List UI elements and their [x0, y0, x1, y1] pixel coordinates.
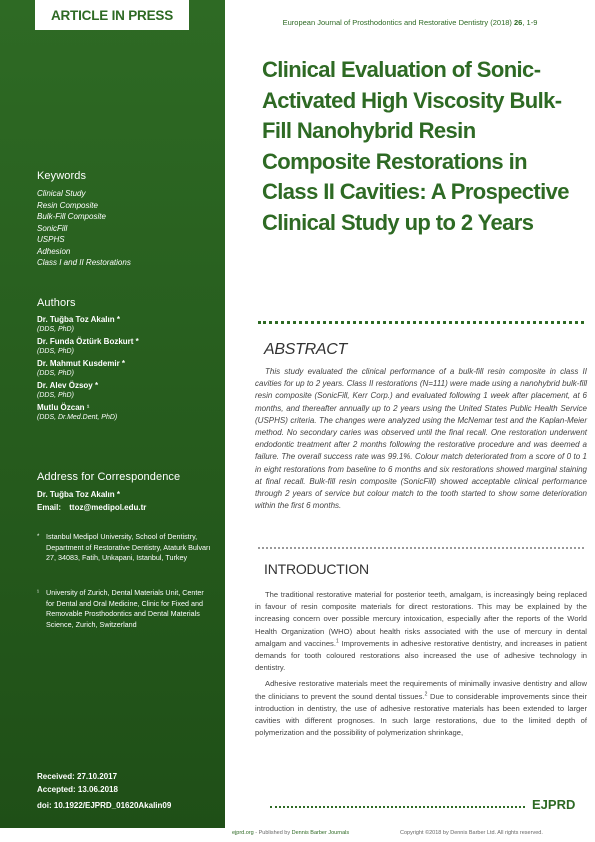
- keyword: Class I and II Restorations: [37, 258, 131, 267]
- introduction-body: [255, 589, 587, 743]
- keyword: USPHS: [37, 235, 65, 244]
- affiliation-text: University of Zurich, Dental Materials Unit, Center for Dental and Oral Medicine, Clinic for Fixed and Removable Prosthodontics and Dental Materials Science, Zurich, Switzerland: [46, 588, 204, 629]
- footer-copyright: Copyright ©2018 by Dennis Barber Ltd. All rights reserved.: [400, 830, 543, 836]
- abstract-heading: ABSTRACT: [264, 341, 347, 358]
- author-name: Dr. Tuğba Toz Akalın *: [37, 315, 120, 324]
- introduction-heading: INTRODUCTION: [264, 561, 369, 577]
- keywords-section: [37, 170, 217, 269]
- article-title: Clinical Evaluation of Sonic-Activated High Viscosity Bulk-Fill Nanohybrid Resin Composite Restorations in Class II Cavities: A Prospective Clinical Study up to 2 Years: [262, 57, 569, 235]
- sidebar: [0, 0, 225, 828]
- received-date: Received: 27.10.2017: [37, 772, 118, 781]
- email-label: Email:: [37, 503, 62, 512]
- author-degree: (DDS, PhD): [37, 326, 74, 333]
- ejprd-logo: EJPRD: [532, 797, 576, 812]
- author-name: Mutlu Özcan ¹: [37, 403, 90, 412]
- author-degree: (DDS, PhD): [37, 370, 74, 377]
- correspondence-name: Dr. Tuğba Toz Akalın *: [37, 490, 120, 499]
- publisher-link[interactable]: Dennis Barber Journals: [291, 830, 350, 836]
- article-in-press-badge: ARTICLE IN PRESS: [35, 0, 189, 30]
- affiliation-mark: ¹: [37, 590, 39, 596]
- affiliation: [37, 532, 212, 564]
- author-degree: (DDS, PhD): [37, 348, 74, 355]
- reference-mark[interactable]: 1: [335, 638, 339, 645]
- correspondence-section: [37, 471, 217, 515]
- correspondence-email-line: [37, 501, 217, 515]
- footer-divider: [270, 806, 525, 808]
- journal-volume: 26: [514, 18, 523, 27]
- journal-pages: , 1-9: [522, 18, 538, 27]
- author-degree: (DDS, PhD): [37, 392, 74, 399]
- correspondence-heading: Address for Correspondence: [37, 471, 181, 483]
- keyword: Adhesion: [37, 246, 71, 256]
- journal-citation: [235, 18, 585, 27]
- author-name: Dr. Funda Öztürk Bozkurt *: [37, 337, 139, 346]
- abstract-text: This study evaluated the clinical performance of a bulk-fill resin composite in class II cavities for up to 2 years. Class II restorations (N=111) were made using a nanohybrid bulk-fill resin composite (SonicFill, Kerr Corp.) and evaluated following 1 week after placement, at 6 months, and thereafter annually up to 2 years using the United States Public Health Service (USPHS) criteria. The changes were analyzed using the McNemar test and the Kaplan-Meier method. No secondary caries was observed until the final recall. One restoration underwent endodontic treatment after 2 months following the restorative procedure and was deemed a failure. The overall success rate was 99.1%. Colour match deteriorated from a score of 0 to 1 in eight restorations from baseline to 6 months and six restorations showed marginal staining at final recall. Bulk-fill resin composite (SonicFill) showed acceptable clinical performance through 2 years of service but colour match to the tooth started to show some deterioration within the first 6 months.: [255, 367, 587, 511]
- abstract-divider: [258, 547, 584, 549]
- author-name: Dr. Alev Özsoy *: [37, 381, 99, 390]
- site-link[interactable]: ejprd.org: [232, 830, 254, 836]
- author-degree: (DDS, Dr.Med.Dent, PhD): [37, 414, 118, 421]
- paragraph: Adhesive restorative materials meet the requirements of minimally invasive dentistry and allow the clinicians to prevent the sound dental tissues.$^2$ Due to considerable improvements since their introduction in dentistry, the use of adhesive restorative materials has been extended to larger cavities with different prognoses. In such large restorations, due to the limited depth of polymerization and the possibility of polymerization shrinkage,: [255, 679, 588, 738]
- doi[interactable]: doi: 10.1922/EJPRD_01620Akalin09: [37, 801, 172, 810]
- authors-section: [37, 297, 217, 425]
- keyword: Clinical Study: [37, 189, 86, 198]
- title-divider: [258, 321, 584, 324]
- affiliation-mark: *: [37, 534, 40, 540]
- email-link[interactable]: ttoz@medipol.edu.tr: [69, 503, 147, 512]
- reference-mark[interactable]: 2: [424, 691, 428, 698]
- keywords-heading: Keywords: [37, 170, 87, 182]
- keyword: SonicFill: [37, 223, 68, 233]
- authors-heading: Authors: [37, 297, 76, 309]
- affiliation-text: Istanbul Medipol University, School of Dentistry, Department of Restorative Dentistry, Ataturk Bulvarı 27, 34083, Fatih, Unkapani, Istanbul, Turkey: [46, 532, 211, 562]
- author-name: Dr. Mahmut Kusdemir *: [37, 359, 126, 368]
- keyword: Bulk-Fill Composite: [37, 212, 106, 221]
- keyword: Resin Composite: [37, 200, 98, 210]
- footer-publisher: ejprd.org - Published by Dennis Barber Journals: [232, 830, 350, 836]
- journal-name: European Journal of Prosthodontics and Restorative Dentistry (2018): [282, 18, 515, 27]
- affiliation: [37, 588, 212, 630]
- accepted-date: Accepted: 13.06.2018: [37, 784, 118, 794]
- paragraph: The traditional restorative material for posterior teeth, amalgam, is increasingly being replaced in favour of resin composite materials for direct restorations. This may be explained by the increasing concern over possible mercury intoxication, especially after the reports of the World Health Organization (WHO) about health risks associated with the use of mercury in dental amalgam and vaccines.$^1$ Improvements in adhesive restorative dentistry, and increases in patient demands for tooth coloured restorations also increased the use of adhesive technology in dentistry.: [255, 590, 587, 673]
- dates-block: [37, 771, 171, 813]
